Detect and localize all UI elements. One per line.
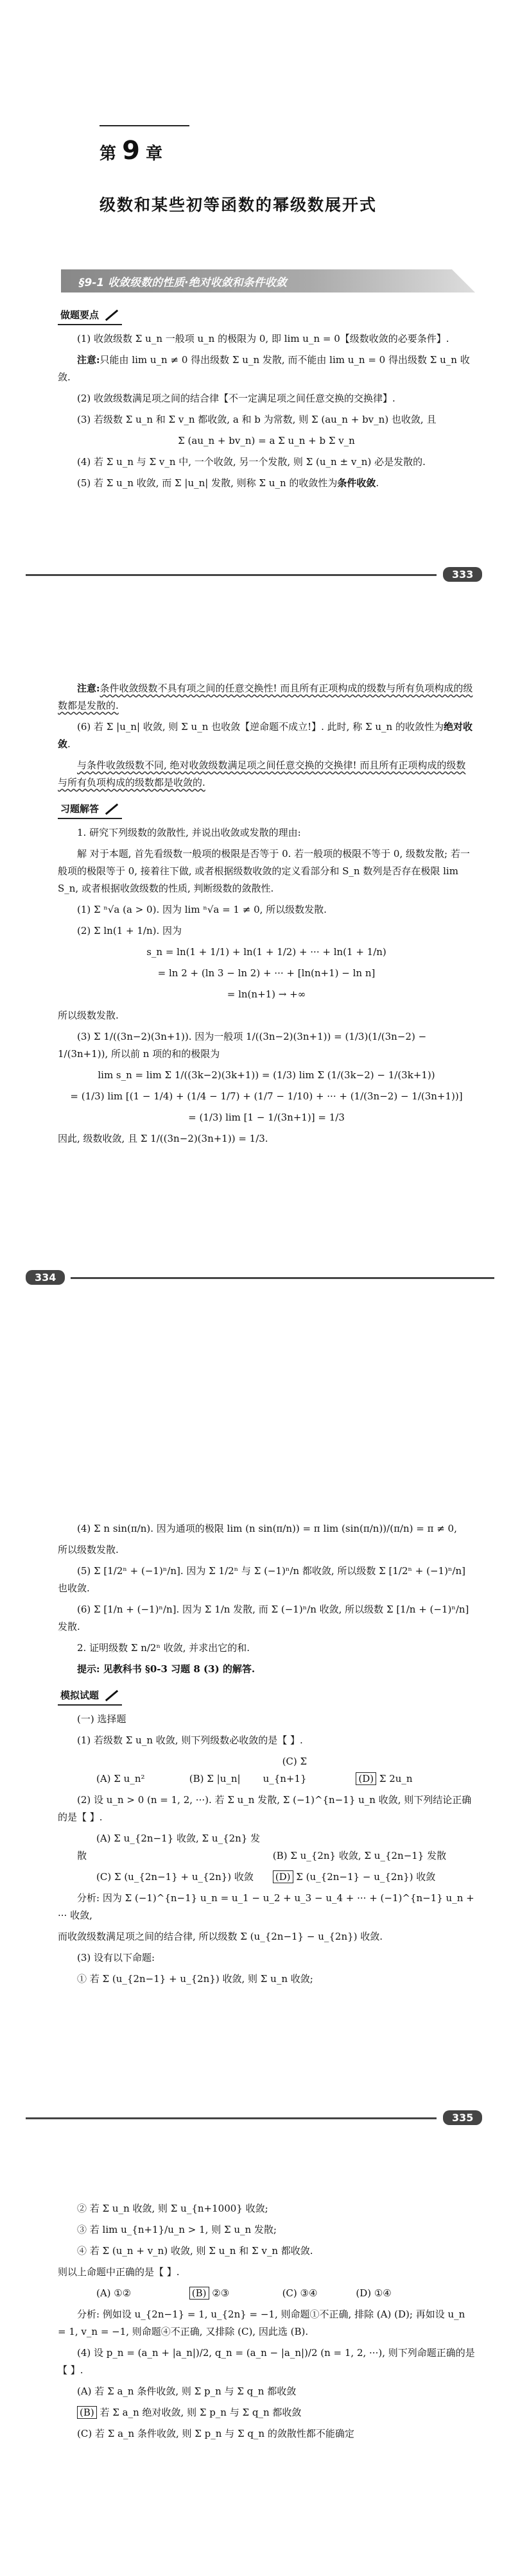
option-d-text: Σ (u_{2n−1} − u_{2n}) 收敛 <box>296 1871 436 1883</box>
proposition-1: ① 若 Σ (u_{2n−1} + u_{2n}) 收敛, 则 Σ u_n 收敛; <box>77 1973 313 1985</box>
solution-2-eq2: = ln 2 + (ln 3 − ln 2) + ··· + [ln(n+1) − ln n] <box>157 967 376 979</box>
page-336-partial <box>0 2181 520 2576</box>
solution-2-eq3: = ln(n+1) → +∞ <box>227 988 306 1000</box>
answer-box: (D) <box>273 1870 293 1883</box>
solution-2-end: 所以级数发散. <box>58 1010 119 1021</box>
page-number: 335 <box>443 2110 482 2125</box>
banner-corner <box>452 269 475 292</box>
chapter-number: 9 <box>122 136 140 165</box>
mock-question-3: (3) 设有以下命题: <box>77 1952 155 1963</box>
solution-2-eq1: s_n = ln(1 + 1/1) + ln(1 + 1/2) + ··· + ln(1 + 1/n) <box>146 946 386 958</box>
solution-3-eq1: lim s_n = lim Σ 1/((3k−2)(3k+1)) = (1/3) lim Σ (1/(3k−2) − 1/(3k+1)) <box>98 1069 435 1081</box>
term-conditional: 条件收敛 <box>337 477 376 489</box>
point-6-text: (6) 若 Σ |u_n| 收敛, 则 Σ u_n 也收敛【逆命题不成立!】. 此时, 称 Σ u_n 的收敛性为 <box>77 721 444 733</box>
chapter-suffix: 章 <box>145 144 162 164</box>
note-2 <box>58 680 475 715</box>
exercise-2-hint: 提示: 见教科书 §0-3 习题 8 (3) 的解答. <box>77 1663 256 1675</box>
mock-3-analysis: 分析: 例如设 u_{2n−1} = 1, u_{2n} = −1, 则命题①不正确, 排除 (A) (D); 再如设 u_n = 1, v_n = −1, 则命题④不正确, 又排除 (C), 因此选 (B). <box>58 2309 465 2337</box>
page-333 <box>0 0 520 597</box>
page-335 <box>0 1507 520 2149</box>
option-b-text: ②③ <box>212 2287 230 2299</box>
part-heading: (一) 选择题 <box>77 1713 126 1725</box>
chapter-rule <box>100 125 189 126</box>
option-d <box>356 1772 412 1785</box>
footer-line <box>71 1277 494 1279</box>
option-b-text: 若 Σ a_n 绝对收敛, 则 Σ p_n 与 Σ q_n 都收敛 <box>100 2407 302 2418</box>
point-5-text: (5) 若 Σ u_n 收敛, 而 Σ |u_n| 发散, 则称 Σ u_n 的收敛性为 <box>77 477 338 489</box>
answer-box: (B) <box>77 2406 97 2419</box>
option-d <box>273 1870 435 1883</box>
solution-3-eq2: = (1/3) lim [(1 − 1/4) + (1/4 − 1/7) + (1/7 − 1/10) + ··· + (1/(3n−2) − 1/(3n+1))] <box>70 1090 463 1102</box>
chapter-prefix: 第 <box>100 144 117 164</box>
option-a: (A) Σ u_n² <box>96 1773 145 1784</box>
mock-question-1: (1) 若级数 Σ u_n 收敛, 则下列级数必收敛的是【 】. <box>77 1734 303 1746</box>
exercise-2: 2. 证明级数 Σ n/2ⁿ 收敛, 并求出它的和. <box>77 1642 250 1654</box>
solution-3-end: 因此, 级数收敛, 且 Σ 1/((3n−2)(3n+1)) = 1/3. <box>58 1133 268 1144</box>
badge-mock-tests <box>58 1687 122 1706</box>
page-336-content <box>58 2200 475 2446</box>
option-a: (A) ①② <box>96 2287 132 2299</box>
badge-label: 习题解答 <box>60 803 100 815</box>
term-absolute: 绝对收敛 <box>58 721 472 750</box>
note-3: 与条件收敛级数不同, 绝对收敛级数满足项之间任意交换的交换律! 而且所有正项构成的级数与所有负项构成的级数都是收敛的. <box>58 759 466 788</box>
footer-line <box>26 2117 437 2119</box>
point-3: (3) 若级数 Σ u_n 和 Σ v_n 都收敛, a 和 b 为常数, 则 Σ (au_n + bv_n) 也收敛, 且 <box>77 414 437 425</box>
section-title: §9-1 收敛级数的性质·绝对收敛和条件收敛 <box>79 276 287 289</box>
page-334 <box>0 667 520 1309</box>
option-b: (B) Σ u_{2n} 收敛, Σ u_{2n−1} 发散 <box>272 1850 447 1861</box>
solution-3-eq3: = (1/3) lim [1 − 1/(3n+1)] = 1/3 <box>188 1112 345 1123</box>
point-2: (2) 收敛级数满足项之间的结合律【不一定满足项之间任意交换的交换律】. <box>77 393 395 404</box>
option-c: (C) Σ u_{n+1} <box>263 1756 308 1784</box>
mock-4-option-c: (C) 若 Σ a_n 条件收敛, 则 Σ p_n 与 Σ q_n 的敛散性都不能确定 <box>77 2428 354 2439</box>
point-6: (6) 若 Σ |u_n| 收敛, 则 Σ u_n 也收敛【逆命题不成立!】. 此时, 称 Σ u_n 的收敛性为绝对收敛. <box>58 721 472 750</box>
key-points-block <box>58 301 475 496</box>
note-label: 注意: <box>77 354 100 366</box>
point-5: (5) 若 Σ u_n 收敛, 而 Σ |u_n| 发散, 则称 Σ u_n 的收敛性为条件收敛. <box>77 477 379 489</box>
solution-3: (3) Σ 1/((3n−2)(3n+1)). 因为一般项 1/((3n−2)(3n+1)) = (1/3)(1/(3n−2) − 1/(3n+1)), 所以前 n 项的和的极限为 <box>58 1031 427 1060</box>
chapter-heading <box>100 136 162 165</box>
mock-question-4: (4) 设 p_n = (a_n + |a_n|)/2, q_n = (a_n − |a_n|)/2 (n = 1, 2, ···), 则下列命题正确的是【 】. <box>58 2347 475 2376</box>
pen-icon <box>105 1690 118 1702</box>
mock-2-options-cd <box>58 1868 475 1886</box>
equation-linearity: Σ (au_n + bv_n) = a Σ u_n + b Σ v_n <box>178 435 355 446</box>
footer-line <box>26 574 437 576</box>
exercise-1: 1. 研究下列级数的敛散性, 并说出收敛或发散的理由: <box>77 827 301 838</box>
solution-1: (1) Σ ⁿ√a (a > 0). 因为 lim ⁿ√a = 1 ≠ 0, 所以级数发散. <box>77 904 327 915</box>
point-1: (1) 收敛级数 Σ u_n 一般项 u_n 的极限为 0, 即 lim u_n = 0【级数收敛的必要条件】. <box>77 333 449 344</box>
solution-6: (6) Σ [1/n + (−1)ⁿ/n]. 因为 Σ 1/n 发散, 而 Σ (−1)ⁿ/n 收敛, 所以级数 Σ [1/n + (−1)ⁿ/n] 发散. <box>58 1604 469 1632</box>
mock-4-option-b <box>58 2404 475 2421</box>
option-d-text: Σ 2u_n <box>379 1773 413 1784</box>
note-1 <box>58 352 475 386</box>
solution-4-end: 所以级数发散. <box>58 1544 119 1555</box>
note-label: 注意: <box>77 682 100 694</box>
solution-2: (2) Σ ln(1 + 1/n). 因为 <box>77 925 182 936</box>
exercise-1-hint: 解 对于本题, 首先看级数一般项的极限是否等于 0. 若一般项的极限不等于 0, 级数发散; 若一般项的极限等于 0, 接着往下做, 或者根据级数收敛的定义看部分和 S_n 数列是否存在极限 lim S_n, 或者根据收敛级数的性质, 判断级数的敛散性. <box>58 848 470 894</box>
badge-label: 模拟试题 <box>60 1690 100 1701</box>
mock-4-option-a: (A) 若 Σ a_n 条件收敛, 则 Σ p_n 与 Σ q_n 都收敛 <box>77 2385 297 2397</box>
answer-box: (D) <box>356 1772 376 1785</box>
mock-1-options <box>58 1753 475 1788</box>
note-text: 只能由 lim u_n ≠ 0 得出级数 Σ u_n 发散, 而不能由 lim u_n = 0 得出级数 Σ u_n 收敛. <box>58 354 470 383</box>
mock-3-question: 则以上命题中正确的是【 】. <box>58 2266 180 2278</box>
solution-5: (5) Σ [1/2ⁿ + (−1)ⁿ/n]. 因为 Σ 1/2ⁿ 与 Σ (−1)ⁿ/n 都收敛, 所以级数 Σ [1/2ⁿ + (−1)ⁿ/n] 也收敛. <box>58 1565 465 1594</box>
solution-4: (4) Σ n sin(π/n). 因为通项的极限 lim (n sin(π/n)) = π lim (sin(π/n))/(π/n) = π ≠ 0, <box>77 1523 457 1534</box>
note-text: 条件收敛级数不具有项之间的任意交换性! 而且所有正项构成的级数与所有负项构成的级数都是发散的. <box>58 682 473 711</box>
option-c: (C) ③④ <box>282 2287 318 2299</box>
page-number: 333 <box>443 567 482 582</box>
page-335-content <box>58 1520 475 1992</box>
mock-2-analysis-cont: 而收敛级数满足项之间的结合律, 所以级数 Σ (u_{2n−1} − u_{2n}) 收敛. <box>58 1931 383 1942</box>
proposition-2: ② 若 Σ u_n 收敛, 则 Σ u_{n+1000} 收敛; <box>77 2203 268 2214</box>
mock-3-options <box>58 2285 475 2302</box>
badge-key-points <box>58 307 122 325</box>
option-a: (A) Σ u_{2n−1} 收敛, Σ u_{2n} 发散 <box>77 1833 261 1861</box>
proposition-3: ③ 若 lim u_{n+1}/u_n > 1, 则 Σ u_n 发散; <box>77 2224 277 2235</box>
pen-icon <box>105 804 118 815</box>
mock-2-options-ab <box>58 1830 475 1865</box>
page-number: 334 <box>26 1270 65 1285</box>
proposition-4: ④ 若 Σ (u_n + v_n) 收敛, 则 Σ u_n 和 Σ v_n 都收敛. <box>77 2245 313 2257</box>
option-d: (D) ①④ <box>356 2287 392 2299</box>
option-c: (C) Σ (u_{2n−1} + u_{2n}) 收敛 <box>96 1871 254 1883</box>
option-b <box>170 2285 260 2302</box>
section-banner <box>61 269 475 292</box>
mock-2-analysis: 分析: 因为 Σ (−1)^{n−1} u_n = u_1 − u_2 + u_3 − u_4 + ··· + (−1)^{n−1} u_n + ··· 收敛, <box>58 1892 474 1921</box>
badge-label: 做题要点 <box>60 309 100 321</box>
mock-question-2: (2) 设 u_n > 0 (n = 1, 2, ···). 若 Σ u_n 发散, Σ (−1)^{n−1} u_n 收敛, 则下列结论正确的是【 】. <box>58 1794 472 1823</box>
option-b: (B) Σ |u_n| <box>189 1773 241 1784</box>
pen-icon <box>105 310 118 321</box>
point-4: (4) 若 Σ u_n 与 Σ v_n 中, 一个收敛, 另一个发散, 则 Σ (u_n ± v_n) 必是发散的. <box>77 456 426 468</box>
badge-exercises <box>58 801 122 819</box>
chapter-title: 级数和某些初等函数的幂级数展开式 <box>100 196 377 214</box>
page-334-content <box>58 680 475 1151</box>
answer-box: (B) <box>189 2287 209 2300</box>
